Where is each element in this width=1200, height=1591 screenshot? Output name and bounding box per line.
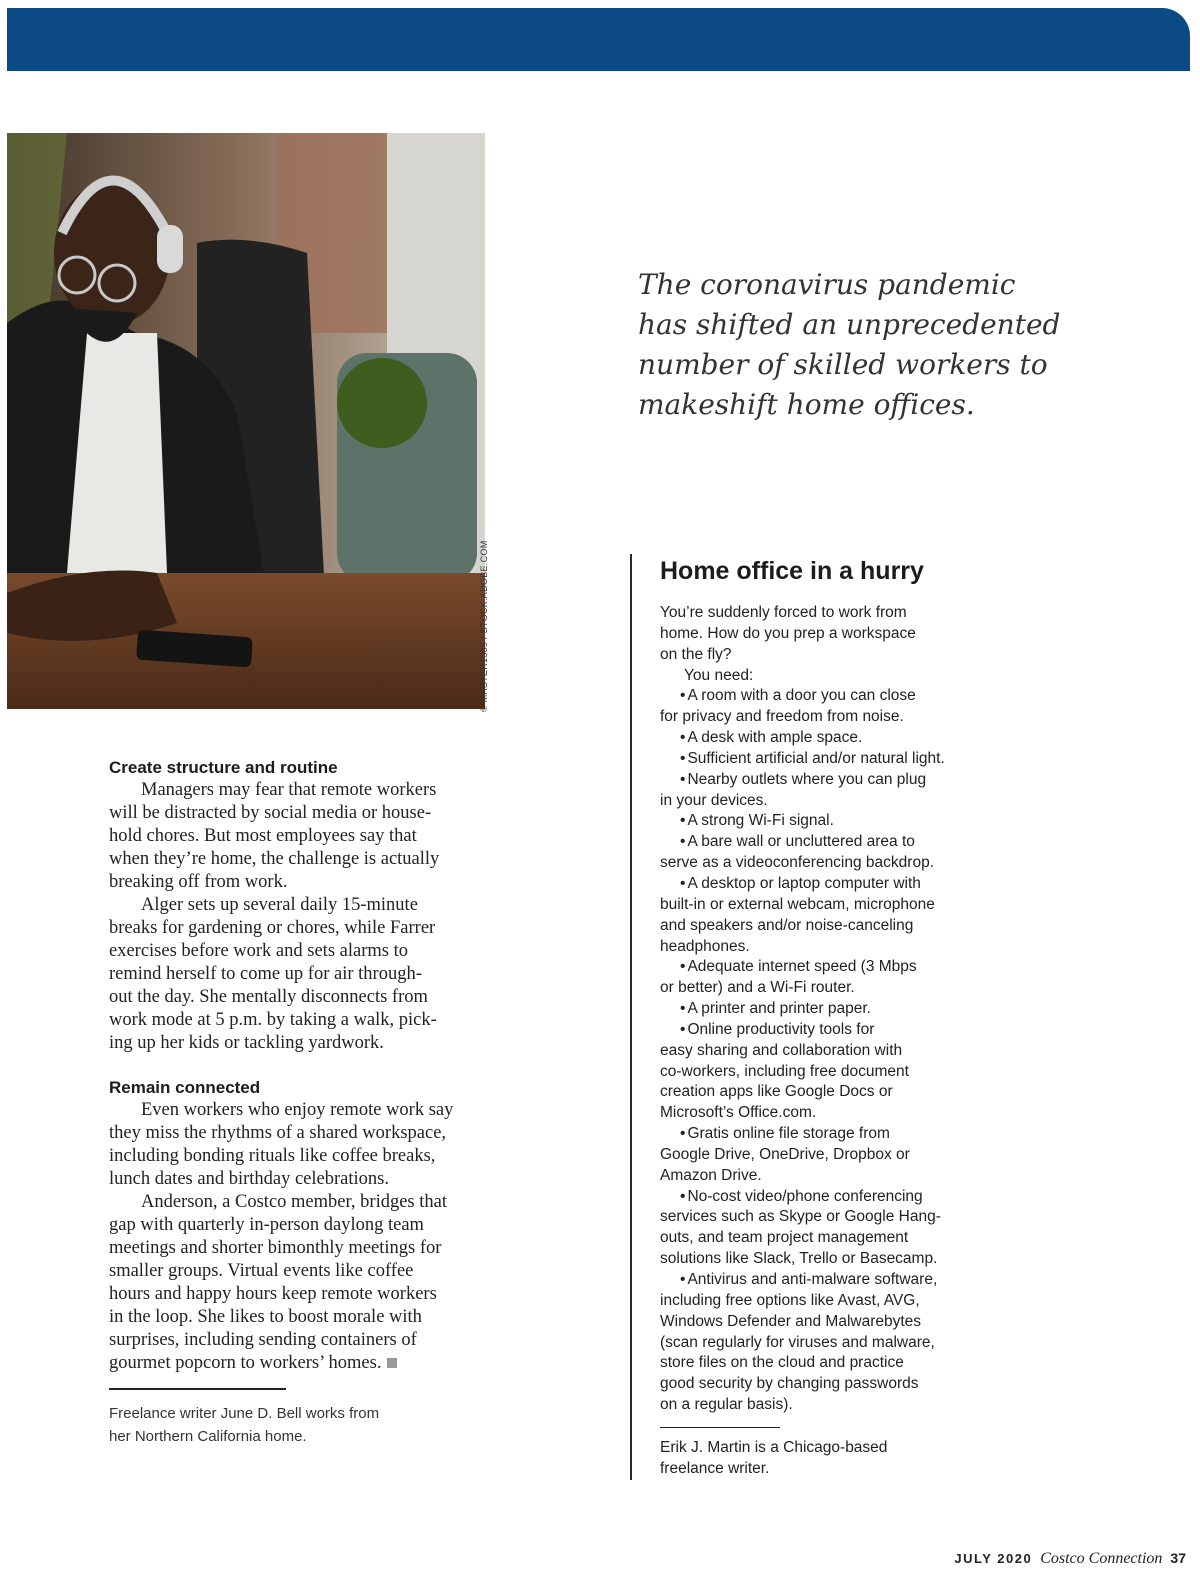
checklist-item-continuation: good security by changing passwords bbox=[660, 1375, 919, 1393]
checklist-item: • Gratis online file storage from bbox=[660, 1124, 1000, 1145]
section-heading-structure: Create structure and routine bbox=[109, 758, 338, 777]
sidebar-rule bbox=[630, 554, 632, 1480]
checklist-item-continuation: Google Drive, OneDrive, Dropbox or bbox=[660, 1145, 910, 1163]
author-bio bbox=[109, 1402, 494, 1448]
checklist-item-continuation: services such as Skype or Google Hang- bbox=[660, 1208, 941, 1226]
text-line: Anderson, a Costco member, bridges that bbox=[141, 1192, 447, 1212]
section-body-connected bbox=[109, 1099, 494, 1375]
checklist-item-continuation: Microsoft’s Office.com. bbox=[660, 1104, 817, 1122]
text-line: work mode at 5 p.m. by taking a walk, pick- bbox=[109, 1010, 437, 1030]
text-line: Even workers who enjoy remote work say bbox=[141, 1100, 454, 1120]
divider bbox=[109, 1388, 286, 1390]
pullquote-line: has shifted an unprecedented bbox=[638, 308, 1061, 341]
checklist-item-continuation: on a regular basis). bbox=[660, 1396, 793, 1414]
pullquote-line: The coronavirus pandemic bbox=[638, 268, 1016, 301]
pullquote-line: number of skilled workers to bbox=[638, 348, 1048, 381]
sidebar-home-office bbox=[660, 555, 1000, 1480]
checklist-item-continuation: Amazon Drive. bbox=[660, 1166, 762, 1184]
checklist bbox=[660, 686, 1000, 1416]
sidebar-title: Home office in a hurry bbox=[660, 557, 924, 585]
text-line: hours and happy hours keep remote workers bbox=[109, 1284, 437, 1304]
checklist-item: • A desk with ample space. bbox=[660, 728, 1000, 749]
divider bbox=[660, 1427, 780, 1428]
bio-line: freelance writer. bbox=[660, 1459, 770, 1477]
text-line: gap with quarterly in-person daylong team bbox=[109, 1215, 424, 1235]
checklist-item-continuation: solutions like Slack, Trello or Basecamp. bbox=[660, 1250, 938, 1268]
checklist-item-continuation: store files on the cloud and practice bbox=[660, 1354, 904, 1372]
checklist-item-continuation: headphones. bbox=[660, 937, 750, 955]
text-line: meetings and shorter bimonthly meetings for bbox=[109, 1238, 442, 1258]
checklist-item: • Antivirus and anti-malware software, bbox=[660, 1270, 1000, 1291]
checklist-item: • No-cost video/phone conferencing bbox=[660, 1187, 1000, 1208]
text-line: they miss the rhythms of a shared workspace, bbox=[109, 1123, 447, 1143]
checklist-item: • Adequate internet speed (3 Mbps bbox=[660, 957, 1000, 978]
page-footer bbox=[954, 1550, 1186, 1568]
checklist-item-continuation: and speakers and/or noise-canceling bbox=[660, 916, 914, 934]
header-banner bbox=[7, 8, 1190, 71]
pullquote-line: makeshift home offices. bbox=[638, 388, 975, 421]
you-need-label: You need: bbox=[684, 666, 754, 684]
checklist-item: • Online productivity tools for bbox=[660, 1020, 1000, 1041]
checklist-item-continuation: built-in or external webcam, microphone bbox=[660, 895, 935, 913]
text-line: out the day. She mentally disconnects from bbox=[109, 987, 428, 1007]
bio-line: Erik J. Martin is a Chicago-based bbox=[660, 1438, 888, 1456]
photo-man-with-headphones bbox=[7, 133, 485, 709]
checklist-item-continuation: (scan regularly for viruses and malware, bbox=[660, 1333, 935, 1351]
text-line: Alger sets up several daily 15-minute bbox=[141, 895, 418, 915]
checklist-item-continuation: serve as a videoconferencing backdrop. bbox=[660, 854, 934, 872]
sidebar-author-bio bbox=[660, 1438, 1000, 1480]
checklist-item-continuation: easy sharing and collaboration with bbox=[660, 1041, 903, 1059]
sidebar-body bbox=[660, 603, 1000, 1416]
photo-credit: © MASTER1305 / STOCK.ADOBE.COM bbox=[479, 540, 489, 712]
text-line: remind herself to come up for air through- bbox=[109, 964, 422, 984]
checklist-item-continuation: creation apps like Google Docs or bbox=[660, 1083, 893, 1101]
page-number: 37 bbox=[1170, 1550, 1186, 1566]
main-article-column bbox=[109, 757, 494, 1448]
text-line: breaking off from work. bbox=[109, 872, 288, 892]
checklist-item: • Nearby outlets where you can plug bbox=[660, 770, 1000, 791]
checklist-item-continuation: for privacy and freedom from noise. bbox=[660, 708, 904, 726]
text-line: ing up her kids or tackling yardwork. bbox=[109, 1033, 384, 1053]
checklist-item: • Sufficient artificial and/or natural light. bbox=[660, 749, 1000, 770]
text-line-last bbox=[109, 1352, 494, 1375]
checklist-item: • A printer and printer paper. bbox=[660, 999, 1000, 1020]
section-body-structure bbox=[109, 779, 494, 1055]
text-line: when they’re home, the challenge is actually bbox=[109, 849, 440, 869]
checklist-item-continuation: or better) and a Wi-Fi router. bbox=[660, 979, 855, 997]
text-line: gourmet popcorn to workers’ homes. bbox=[109, 1353, 382, 1373]
pull-quote bbox=[638, 265, 1061, 425]
checklist-item: • A room with a door you can close bbox=[660, 686, 1000, 707]
text-line: hold chores. But most employees say that bbox=[109, 826, 417, 846]
text-line: Managers may fear that remote workers bbox=[141, 780, 437, 800]
bio-line: Freelance writer June D. Bell works from bbox=[109, 1405, 380, 1422]
end-mark-icon bbox=[387, 1358, 397, 1368]
text-line: will be distracted by social media or house- bbox=[109, 803, 432, 823]
checklist-item-continuation: including free options like Avast, AVG, bbox=[660, 1291, 920, 1309]
checklist-item-continuation: co-workers, including free document bbox=[660, 1062, 909, 1080]
text-line: in the loop. She likes to boost morale with bbox=[109, 1307, 422, 1327]
checklist-item-continuation: Windows Defender and Malwarebytes bbox=[660, 1312, 922, 1330]
checklist-item-continuation: in your devices. bbox=[660, 791, 768, 809]
checklist-item: • A bare wall or uncluttered area to bbox=[660, 832, 1000, 853]
text-line: lunch dates and birthday celebrations. bbox=[109, 1169, 389, 1189]
checklist-item: • A desktop or laptop computer with bbox=[660, 874, 1000, 895]
section-heading-connected: Remain connected bbox=[109, 1078, 261, 1097]
text-line: surprises, including sending containers of bbox=[109, 1330, 417, 1350]
text-line: smaller groups. Virtual events like coffee bbox=[109, 1261, 414, 1281]
text-line: exercises before work and sets alarms to bbox=[109, 941, 408, 961]
checklist-item-continuation: outs, and team project management bbox=[660, 1229, 909, 1247]
issue-date: JULY 2020 bbox=[954, 1551, 1033, 1566]
text-line: breaks for gardening or chores, while Farrer bbox=[109, 918, 436, 938]
intro-line: home. How do you prep a workspace bbox=[660, 624, 916, 642]
bio-line: her Northern California home. bbox=[109, 1428, 307, 1445]
checklist-item: • A strong Wi-Fi signal. bbox=[660, 811, 1000, 832]
magazine-name: Costco Connection bbox=[1040, 1550, 1163, 1567]
intro-line: You’re suddenly forced to work from bbox=[660, 604, 907, 621]
text-line: including bonding rituals like coffee breaks, bbox=[109, 1146, 436, 1166]
intro-line: on the fly? bbox=[660, 645, 732, 663]
